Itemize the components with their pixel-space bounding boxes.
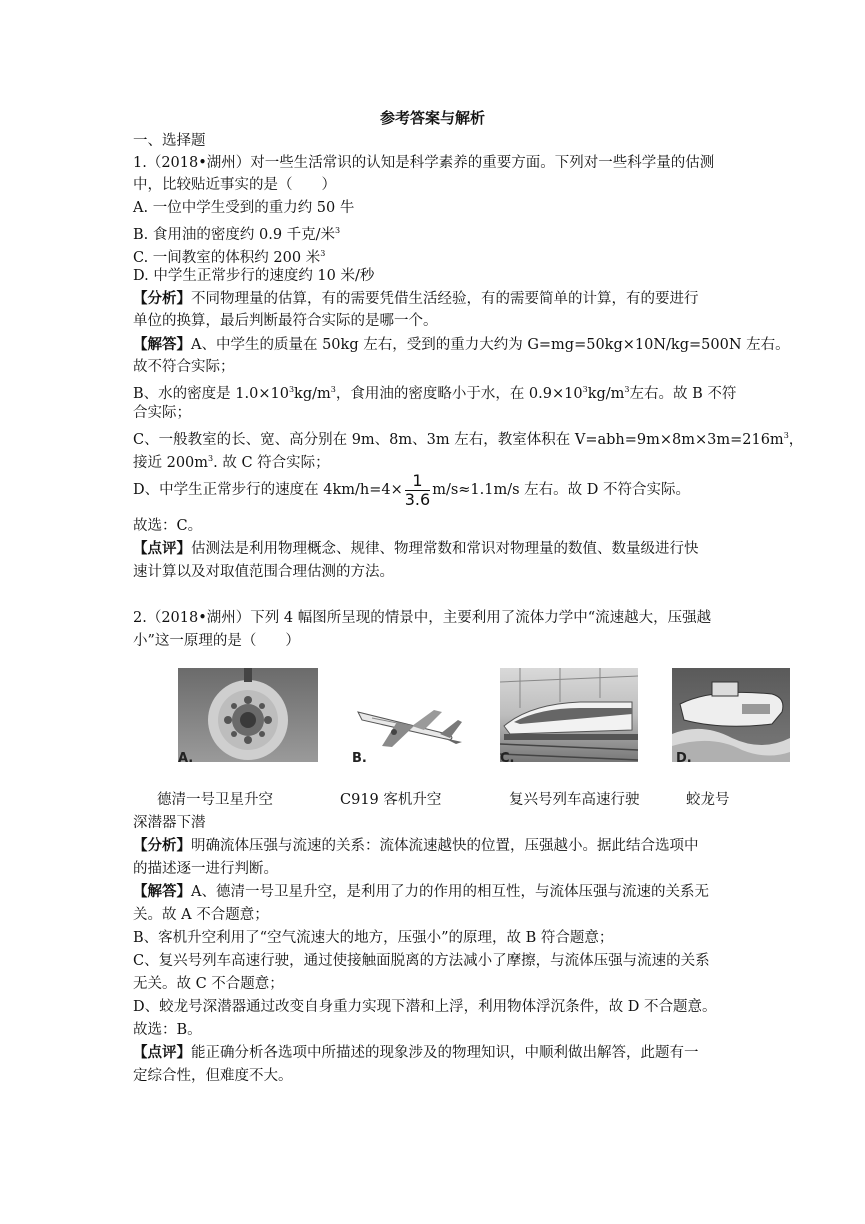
- q1-option-a: A. 一位中学生受到的重力约 50 牛: [133, 200, 355, 216]
- q1-analysis-tag: 【分析】: [133, 290, 191, 307]
- q1-solution-line-a2: 故不符合实际；: [133, 359, 235, 375]
- q2-stem-line-1: 2.（2018•湖州）下列 4 幅图所呈现的情景中，主要利用了流体力学中“流速越大，压强越: [133, 610, 712, 626]
- airplane-photo: [352, 668, 467, 762]
- q1-solution-c2-part-2: . 故 C 符合实际；: [213, 455, 330, 471]
- q1-solution-c-sup-1: 3: [783, 431, 789, 440]
- caption-c: 复兴号列车高速行驶: [509, 792, 640, 808]
- q1-solution-c-part-1: C、一般教室的长、宽、高分别在 9m、8m、3m 左右，教室体积在 V=abh=9m×8m×3m=216m: [133, 432, 784, 448]
- caption-a: 德清一号卫星升空: [157, 792, 273, 808]
- q1-solution-tag: 【解答】: [133, 336, 191, 353]
- q2-solution-line-b: B、客机升空利用了“空气流速大的地方，压强小”的原理，故 B 符合题意；: [133, 930, 614, 946]
- q2-analysis-text-1: 明确流体压强与流速的关系：流体流速越快的位置，压强越小。据此结合选项中: [191, 838, 699, 854]
- q1-solution-line-b1: [133, 379, 736, 405]
- train-photo: [500, 668, 638, 762]
- pic-c-letter: C.: [500, 751, 515, 766]
- q2-analysis-tag: 【分析】: [133, 837, 191, 854]
- q2-solution-line-a2: 关。故 A 不合题意；: [133, 907, 269, 923]
- q1-comment-text-1: 估测法是利用物理概念、规律、物理常数和常识对物理量的数值、数量级进行快: [191, 541, 699, 557]
- q1-solution-b-sup-2: 3: [330, 385, 336, 394]
- q2-comment-line-1: [133, 1042, 699, 1064]
- q1-solution-b-part-2: kg/m: [294, 386, 331, 402]
- q1-solution-b-sup-4: 3: [624, 385, 630, 394]
- pic-d-letter: D.: [676, 751, 692, 766]
- q1-stem-line-1: 1.（2018•湖州）对一些生活常识的认知是科学素养的重要方面。下列对一些科学量的估测: [133, 155, 715, 171]
- q2-solution-a-text: A、德清一号卫星升空，是利用了力的作用的相互性，与流体压强与流速的关系无: [191, 884, 709, 900]
- pic-b-letter: B.: [352, 751, 367, 766]
- pic-a-letter: A.: [178, 751, 194, 766]
- q1-analysis-line-1: [133, 288, 699, 310]
- q1-option-b-text: B. 食用油的密度约 0.9 千克/米: [133, 227, 336, 243]
- q1-solution-c2-part-1: 接近 200m: [133, 455, 209, 471]
- q2-comment-tag: 【点评】: [133, 1044, 191, 1061]
- q2-solution-line-c1: C、复兴号列车高速行驶，通过使接触面脱离的方法减小了摩擦，与流体压强与流速的关系: [133, 953, 710, 969]
- page-title: 参考答案与解析: [379, 109, 485, 127]
- q1-comment-line-2: 速计算以及对取值范围合理估测的方法。: [133, 564, 394, 580]
- submersible-photo: [672, 668, 790, 762]
- q1-analysis-line-2: 单位的换算，最后判断最符合实际的是哪一个。: [133, 313, 438, 329]
- q1-comment-line-1: [133, 538, 699, 560]
- q1-solution-c2-sup: 3: [208, 454, 214, 463]
- q1-solution-c-part-2: ，: [788, 432, 804, 448]
- q1-solution-d-part-1: D、中学生正常步行的速度在 4km/h=4×: [133, 482, 403, 498]
- q1-option-c-sup: 3: [320, 249, 326, 258]
- q1-option-b-sup: 3: [335, 226, 341, 235]
- q1-solution-b-part-3: ，食用油的密度略小于水，在 0.9×10: [335, 386, 583, 402]
- q2-comment-text-1: 能正确分析各选项中所描述的现象涉及的物理知识，中顺利做出解答，此题有一: [191, 1045, 699, 1061]
- q2-solution-line-d: D、蛟龙号深潜器通过改变自身重力实现下潜和上浮，利用物体浮沉条件，故 D 不合题意。: [133, 999, 717, 1015]
- fraction: [405, 472, 430, 509]
- q2-stem-line-2: 小”这一原理的是（ ）: [133, 633, 300, 649]
- caption-d: 蛟龙号: [686, 792, 730, 808]
- q1-solution-line-d: [133, 470, 690, 510]
- q2-solution-tag: 【解答】: [133, 883, 191, 900]
- q1-solution-line-a1: [133, 334, 790, 356]
- q1-answer: 故选：C。: [133, 518, 203, 534]
- q1-solution-d-part-2: m/s≈1.1m/s 左右。故 D 不符合实际。: [432, 482, 691, 498]
- q1-solution-b-sup-3: 3: [582, 385, 588, 394]
- q2-analysis-line-2: 的描述逐一进行判断。: [133, 861, 278, 877]
- satellite-photo: [178, 668, 318, 762]
- q2-solution-line-a1: [133, 881, 709, 903]
- caption-d-wrap: 深潜器下潜: [133, 815, 206, 831]
- fraction-numerator: 1: [405, 472, 430, 491]
- q1-comment-tag: 【点评】: [133, 540, 191, 557]
- q1-solution-b-part-1: B、水的密度是 1.0×10: [133, 386, 289, 402]
- q2-solution-line-c2: 无关。故 C 不合题意；: [133, 976, 284, 992]
- q1-solution-b-sup-1: 3: [288, 385, 295, 394]
- q1-option-d: D. 中学生正常步行的速度约 10 米/秒: [133, 268, 375, 284]
- q1-solution-line-b2: 合实际；: [133, 405, 191, 421]
- section-heading: 一、选择题: [133, 133, 206, 149]
- q2-analysis-line-1: [133, 835, 699, 857]
- caption-b: C919 客机升空: [340, 792, 442, 808]
- q1-solution-b-part-4: kg/m: [587, 386, 625, 402]
- q1-analysis-text-1: 不同物理量的估算，有的需要凭借生活经验，有的需要简单的计算，有的要进行: [191, 291, 699, 307]
- q1-option-c-text: C. 一间教室的体积约 200 米: [133, 250, 321, 266]
- q1-solution-a-text: A、中学生的质量在 50kg 左右，受到的重力大约为 G=mg=50kg×10N/kg=500N 左右。: [191, 337, 790, 353]
- q2-answer: 故选：B。: [133, 1022, 202, 1038]
- q1-stem-line-2: 中，比较贴近事实的是（ ）: [133, 177, 336, 193]
- q2-comment-line-2: 定综合性，但难度不大。: [133, 1068, 293, 1084]
- q1-solution-b-part-5: 左右。故 B 不符: [629, 386, 737, 402]
- fraction-denominator: 3.6: [404, 489, 431, 509]
